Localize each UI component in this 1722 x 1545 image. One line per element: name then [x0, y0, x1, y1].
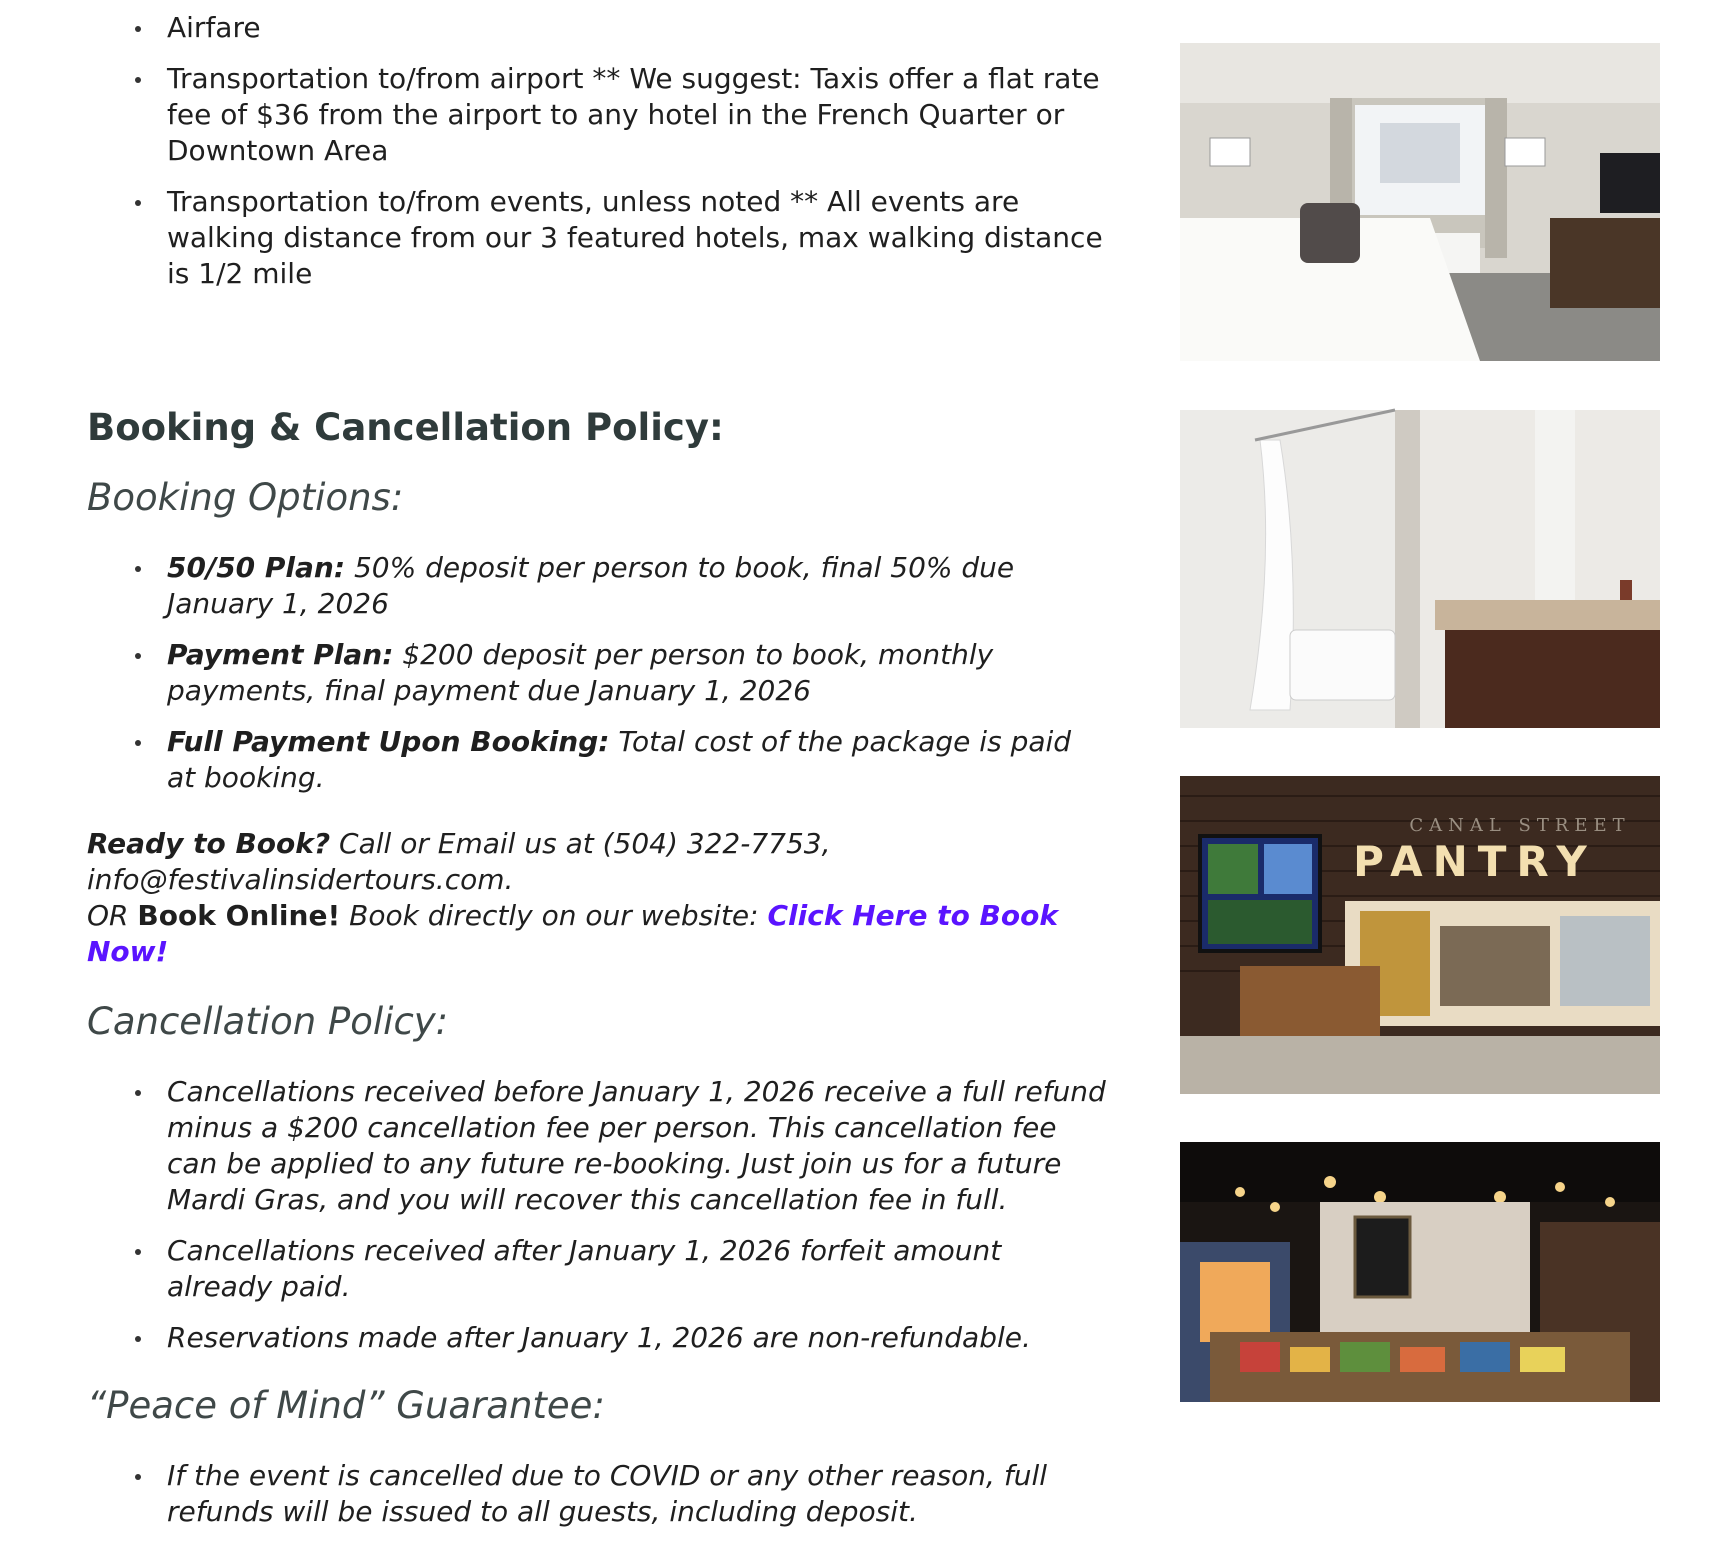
ready-to-book — [87, 826, 1107, 970]
list-item — [167, 724, 1107, 796]
book-online-text: Book directly on our website: — [340, 899, 768, 932]
policy-title: Booking & Cancellation Policy: — [87, 406, 724, 449]
market-interior-photo — [1180, 1142, 1660, 1402]
book-now-link[interactable]: Click Here to Book Now! — [87, 899, 1058, 968]
list-item: Cancellations received before January 1, 2026 receive a full refund minus a $200 cancellation fee per person. This cancellation fee can be applied to any future re-booking. Just join us for a future Mardi Gras, and you will recover this cancellation fee in full. — [167, 1075, 1106, 1216]
list-item: If the event is cancelled due to COVID or any other reason, full refunds will be issued to all guests, including deposit. — [167, 1458, 1107, 1530]
pantry-sign-main: PANTRY — [1353, 837, 1597, 886]
plan-text: $200 deposit per person to book, monthly payments, final payment due January 1, 2026 — [167, 638, 994, 707]
plan-text: Total cost of the package is paid at booking. — [167, 725, 1072, 794]
plan-label: Payment Plan: — [167, 638, 394, 671]
cancellation-heading: Cancellation Policy: — [87, 1000, 449, 1043]
ready-label: Ready to Book? — [87, 827, 331, 860]
booking-options-heading: Booking Options: — [87, 476, 404, 519]
plan-text: 50% deposit per person to book, final 50% due January 1, 2026 — [167, 551, 1015, 620]
hotel-room-photo — [1180, 43, 1660, 361]
list-item: Transportation to/from events, unless noted ** All events are walking distance from our 3 featured hotels, max walking distance is 1/2 mile — [167, 184, 1107, 292]
ready-text: Call or Email us at (504) 322-7753, info@festivalinsidertours.com. — [87, 827, 831, 896]
plan-label: 50/50 Plan: — [167, 551, 346, 584]
plan-label: Full Payment Upon Booking: — [167, 725, 610, 758]
book-online-label: Book Online! — [137, 899, 341, 932]
list-item — [167, 550, 1107, 622]
main-content — [87, 0, 1107, 1545]
or-text: OR — [87, 899, 138, 932]
bathroom-photo — [1180, 410, 1660, 728]
list-item: Transportation to/from airport ** We suggest: Taxis offer a flat rate fee of $36 from the airport to any hotel in the French Quarter or Downtown Area — [167, 61, 1107, 169]
guarantee-list — [87, 1458, 1107, 1530]
list-item: Reservations made after January 1, 2026 are non-refundable. — [167, 1320, 1107, 1356]
list-item — [167, 637, 1107, 709]
pantry-sign-top: CANAL STREET — [1409, 815, 1631, 836]
list-item: Airfare — [167, 10, 1107, 46]
pantry-storefront-photo — [1180, 776, 1660, 1094]
list-item: Cancellations received after January 1, 2026 forfeit amount already paid. — [167, 1233, 1107, 1305]
cancellation-list — [87, 1074, 1107, 1356]
guarantee-heading: “Peace of Mind” Guarantee: — [87, 1384, 605, 1427]
exclusions-list — [87, 10, 1107, 292]
booking-options-list — [87, 550, 1107, 796]
